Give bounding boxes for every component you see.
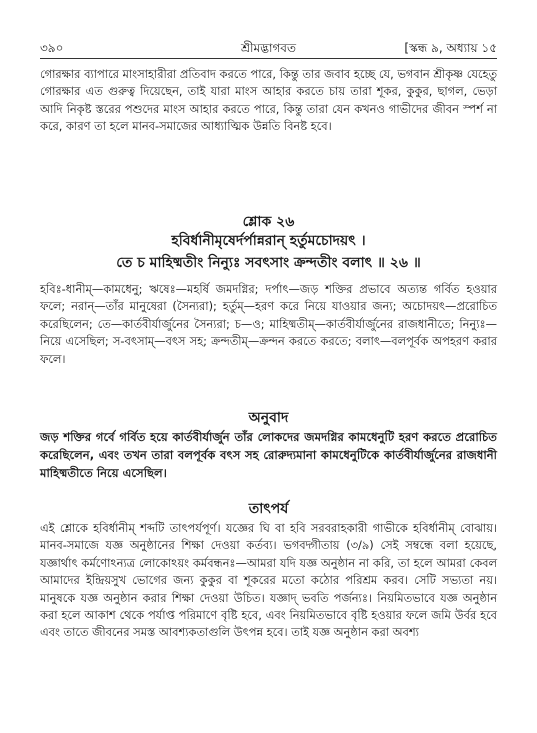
intro-paragraph: গোরক্ষার ব্যাপারে মাংসাহারীরা প্রতিবাদ করতে পারে, কিন্তু তার জবাব হচ্ছে যে, ভগবান শ্রীকৃষ্ণ যেহেতু গোরক্ষার এত গুরুত্ব দিয়েছেন, তাই যারা মাংস আহার করতে চায় তারা শূকর, কুকুর, ছাগল, ভেড়া আদি নিকৃষ্ট স্তরের পশুদের মাংস আহার করতে পারে, কিন্তু তারা যেন কখনও গাভীদের জীবন স্পর্শ না করে, কারণ তা হলে মানব-সমাজের আধ্যাত্মিক উন্নতি বিনষ্ট হবে।	[40, 67, 497, 134]
purport-heading: তাৎপর্য	[248, 501, 289, 517]
page-header	[40, 40, 497, 60]
translation-heading: অনুবাদ	[248, 410, 289, 426]
header-rule	[40, 58, 497, 59]
page-number: ৩৯০	[40, 41, 64, 55]
section-label: [স্কন্ধ ৯, অধ্যায় ১৫	[404, 41, 497, 55]
verse-line-2: তে চ মাহিষ্মতীং নিন্যুঃ সবৎসাং ক্রন্দতীং বলাৎ ॥ ২৬ ॥	[116, 255, 421, 271]
translation-text: জড় শক্তির গর্বে গর্বিত হয়ে কার্তবীর্যার্জুন তাঁর লোকদের জমদগ্নির কামধেনুটি হরণ করতে প্ররোচিত করেছিলেন, এবং তখন তারা বলপূর্বক বৎস সহ রোরুদ্যমানা কামধেনুটিকে কার্তবীর্যার্জুনের রাজধানী মাহিষ্মতীতে নিয়ে এসেছিল।	[40, 430, 497, 480]
synonyms-paragraph: হবিঃ-ধানীম্—কামধেনু; ঋষেঃ—মহর্ষি জমদগ্নির; দর্পাৎ—জড় শক্তির প্রভাবে অত্যন্ত গর্বিত হওয়ার ফলে; নরান্—তাঁর মানুষেরা (সৈন্যরা); হর্তুম্—হরণ করে নিয়ে যাওয়ার জন্য; অচোদয়ৎ—প্ররোচিত করেছিলেন; তে—কার্তবীর্যার্জুনের সৈন্যরা; চ—ও; মাহিষ্মতীম্—কার্তবীর্যার্জুনের রাজধানীতে; নিন্যুঃ—নিয়ে এসেছিল; স-বৎসাম্—বৎস সহ; ক্রন্দতীম্—ক্রন্দন করতে করতে; বলাৎ—বলপূর্বক অপহরণ করার ফলে।	[40, 282, 497, 366]
verse-line-1: হবির্ধানীমৃষের্দর্পান্নরান্ হর্তুমচোদয়ৎ ।	[171, 233, 366, 249]
sloka-heading: শ্লোক ২৬	[242, 214, 295, 230]
purport-text: এই শ্লোকে হবির্ধানীম্ শব্দটি তাৎপর্যপূর্ণ। যজ্ঞের ঘি বা হবি সরবরাহকারী গাভীকে হবির্ধানীম্ বোঝায়। মানব-সমাজে যজ্ঞ অনুষ্ঠানের শিক্ষা দেওয়া কর্তব্য। ভগবদ্গীতায় (৩/৯) সেই সম্বন্ধে বলা হয়েছে, যজ্ঞার্থাৎ কর্মণোঽন্যত্র লোকোঽয়ং কর্মবন্ধনঃ—আমরা যদি যজ্ঞ অনুষ্ঠান না করি, তা হলে আমরা কেবল আমাদের ইন্দ্রিয়সুখ ভোগের জন্য কুকুর বা শূকরের মতো কঠোর পরিশ্রম করব। সেটি সভ্যতা নয়। মানুষকে যজ্ঞ অনুষ্ঠান করার শিক্ষা দেওয়া উচিত। যজ্ঞাদ্ ভবতি পর্জন্যঃ। নিয়মিতভাবে যজ্ঞ অনুষ্ঠান করা হলে আকাশ থেকে পর্যাপ্ত পরিমাণে বৃষ্টি হবে, এবং নিয়মিতভাবে বৃষ্টি হওয়ার ফলে জমি উর্বর হবে এবং তাতে জীবনের সমস্ত আবশ্যকতাগুলি উৎপন্ন হবে। তাই যজ্ঞ অনুষ্ঠান করা অবশ্য	[40, 521, 497, 640]
book-title: শ্রীমদ্ভাগবত	[240, 41, 296, 55]
